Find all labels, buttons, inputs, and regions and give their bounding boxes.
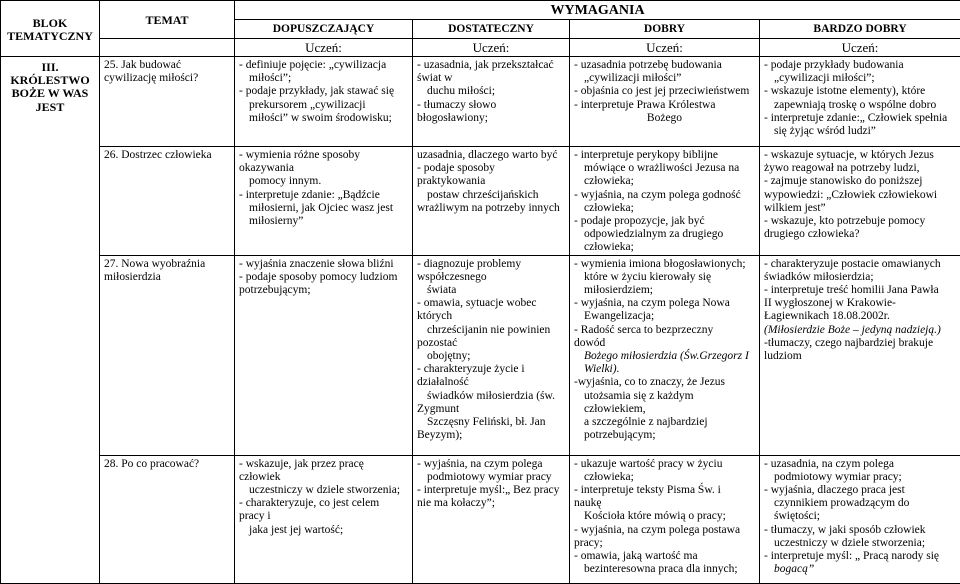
requirement-line: - podaje sposoby pomocy ludziom	[239, 270, 398, 283]
requirement-line: - wyjaśnia, dlaczego praca jest	[764, 484, 905, 497]
requirement-line: drugiego człowieka?	[764, 228, 860, 241]
requirement-line: człowieka;	[584, 175, 634, 188]
requirement-line: - interpretuje zdanie: „Bądźcie	[239, 188, 380, 201]
requirement-line: człowieka;	[584, 201, 634, 214]
requirement-cell	[413, 255, 570, 455]
header-temat: TEMAT	[100, 1, 235, 39]
table-row	[1, 455, 960, 583]
requirement-line: Szczęsny Feliński, bł. Jan	[427, 416, 546, 429]
requirement-line: obojętny;	[427, 350, 471, 363]
requirement-line: nie ma kołaczy”;	[417, 497, 495, 510]
table-row	[1, 147, 960, 256]
requirement-line: Bożego	[646, 111, 683, 124]
requirement-line: - Radość serca to bezprzeczny	[574, 323, 714, 336]
requirement-cell	[760, 147, 960, 256]
requirement-line: których	[417, 310, 453, 323]
requirement-line: Beyzym);	[417, 429, 463, 442]
requirement-line: pracy;	[574, 536, 603, 549]
requirement-line: - interpretuje myśl:„ Bez pracy	[417, 484, 560, 497]
requirement-line: praktykowania	[417, 175, 486, 188]
requirement-line: które w życiu kierowały się	[584, 270, 712, 283]
requirement-line: pomocy innym.	[249, 175, 322, 188]
topic-cell: 25. Jak budować cywilizację miłości?	[100, 57, 235, 147]
requirement-line: działalność	[417, 376, 469, 389]
topic-cell: 26. Dostrzec człowieka	[100, 147, 235, 256]
requirement-cell	[570, 455, 760, 583]
requirement-line: - wyjaśnia, na czym polega godność	[574, 188, 741, 201]
requirement-line: miłosierny”	[249, 215, 304, 228]
requirement-line: - charakteryzuje postacie omawianych	[764, 257, 941, 270]
requirement-line: miłości”;	[249, 72, 292, 85]
requirement-cell	[760, 455, 960, 583]
requirement-line: - wymienia imiona błogosławionych;	[574, 257, 746, 270]
requirement-line: - podaje sposoby	[417, 162, 495, 175]
requirement-line: - tłumaczy słowo	[417, 98, 497, 111]
header-wymagania: WYMAGANIA	[235, 1, 960, 20]
requirement-line: - podaje przykłady budowania	[764, 59, 904, 71]
requirement-line: - interpretuje myśl: „ Pracą narody się	[764, 550, 939, 563]
requirement-cell	[760, 255, 960, 455]
requirement-line: - uzasadnia potrzebę budowania	[574, 59, 722, 71]
requirement-line: - tłumaczy, w jaki sposób człowiek	[764, 523, 926, 536]
requirement-line: - objaśnia co jest jej przeciwieństwem	[574, 85, 750, 98]
requirement-line: się żyjąc wśród ludzi”	[774, 125, 876, 138]
requirement-cell	[235, 455, 413, 583]
requirement-line: odpowiedzialnym za drugiego	[584, 228, 724, 241]
requirement-line: bogacą”	[774, 563, 815, 576]
requirement-line: - wskazuje, kto potrzebuje pomocy	[764, 215, 926, 228]
requirement-line: - omawia, jaką wartość ma	[574, 550, 698, 563]
requirement-line: - definiuje pojęcie: „cywilizacja	[239, 59, 387, 71]
requirement-cell	[570, 57, 760, 147]
header-level-3: DOBRY	[570, 20, 760, 39]
requirement-line: potrzebującym;	[584, 429, 656, 442]
requirement-line: pracy i	[239, 510, 271, 523]
requirement-line: mówiące o wrażliwości Jezusa na	[584, 162, 740, 175]
requirement-line: człowieka;	[584, 470, 634, 483]
requirement-line: - interpretuje Prawa Królestwa	[574, 98, 716, 111]
requirement-cell	[413, 57, 570, 147]
requirement-line: prekursorem „cywilizacji	[249, 98, 366, 111]
uczen-label-1: Uczeń:	[235, 39, 413, 57]
table-row	[1, 57, 960, 147]
requirement-cell	[413, 455, 570, 583]
header-level-1: DOPUSZCZAJĄCY	[235, 20, 413, 39]
requirement-line: człowiek	[239, 470, 281, 483]
requirement-line: - uzasadnia, na czym polega	[764, 457, 894, 470]
requirement-line: - interpretuje teksty Pisma Św. i	[574, 484, 721, 497]
requirement-line: naukę	[574, 497, 602, 510]
requirement-line: - wymienia różne sposoby	[239, 149, 361, 161]
uczen-blank	[100, 39, 235, 57]
requirement-line: zapewniają troskę o wspólne dobro	[774, 98, 937, 111]
requirement-line: - wyjaśnia, na czym polega postawa	[574, 523, 741, 536]
requirement-line: Bożego miłosierdzia (Św.Grzegorz I	[584, 350, 749, 363]
requirement-line: postaw chrześcijańskich	[427, 188, 539, 201]
requirement-line: - interpretuje perykopy biblijne	[574, 149, 719, 161]
requirement-line: człowiekiem,	[584, 402, 646, 415]
requirement-line: utożsamia się z każdym	[584, 389, 694, 402]
requirement-line: chrześcijanin nie powinien	[427, 323, 551, 336]
requirement-line: świata	[427, 284, 457, 297]
requirement-line: „cywilizacji miłości”;	[774, 72, 875, 85]
requirement-cell	[235, 147, 413, 256]
requirement-line: a szczególnie z najbardziej	[584, 416, 708, 429]
requirement-line: bezinteresowna praca dla innych;	[584, 563, 738, 576]
requirement-cell	[760, 57, 960, 147]
requirement-line: - uzasadnia, jak przekształcać świat w	[417, 59, 554, 85]
requirement-cell	[235, 57, 413, 147]
requirement-cell	[570, 255, 760, 455]
requirement-line: -tłumaczy, czego najbardziej brakuje	[764, 336, 934, 349]
requirement-line: - ukazuje wartość pracy w życiu	[574, 457, 723, 470]
header-level-2: DOSTATECZNY	[413, 20, 570, 39]
requirement-line: miłości” w swoim środowisku;	[249, 111, 392, 124]
requirement-line: uczestniczy w dziele stworzenia;	[249, 484, 401, 497]
requirement-line: wrażliwym na potrzeby innych	[417, 201, 560, 214]
uczen-label-2: Uczeń:	[413, 39, 570, 57]
requirement-line: świadków miłosierdzia (św.	[427, 389, 555, 402]
requirement-line: - wskazuje sytuacje, w których Jezus	[764, 149, 934, 161]
uczen-label-4: Uczeń:	[760, 39, 960, 57]
requirement-line: Ewangelizacja;	[584, 310, 655, 323]
requirement-line: świętości;	[774, 510, 820, 523]
requirement-cell	[570, 147, 760, 256]
requirement-line: - diagnozuje problemy	[417, 257, 522, 270]
requirement-cell	[235, 255, 413, 455]
header-blok: BLOK TEMATYCZNY	[1, 1, 100, 57]
requirement-line: (Miłosierdzie Boże – jedyną nadzieją.)	[764, 323, 941, 336]
table-row	[1, 255, 960, 455]
requirement-line: - interpretuje treść homilii Jana Pawła	[764, 284, 939, 297]
requirement-line: żywo reagował na potrzeby ludzi,	[764, 162, 920, 175]
requirement-line: błogosławiony;	[417, 111, 488, 124]
requirement-line: - omawia, sytuacje wobec	[417, 297, 537, 310]
requirement-line: człowieka;	[584, 241, 634, 254]
requirement-line: - podaje przykłady, jak stawać się	[239, 85, 395, 98]
requirement-line: - charakteryzuje, co jest celem	[239, 497, 380, 510]
requirement-line: - wskazuje, jak przez pracę	[239, 457, 364, 470]
requirement-line: podmiotowy wymiar pracy;	[774, 470, 902, 483]
requirement-line: uzasadnia, dlaczego warto być	[417, 149, 558, 161]
requirement-line: podmiotowy wymiar pracy	[427, 470, 552, 483]
requirement-line: uczestniczy w dziele stworzenia;	[774, 536, 926, 549]
topic-cell: 28. Po co pracować?	[100, 455, 235, 583]
topic-cell: 27. Nowa wyobraźnia miłosierdzia	[100, 255, 235, 455]
requirement-line: współczesnego	[417, 270, 487, 283]
requirement-line: miłosierni, jak Ojciec wasz jest	[249, 201, 394, 214]
uczen-label-3: Uczeń:	[570, 39, 760, 57]
requirement-line: jaka jest jej wartość;	[249, 523, 344, 536]
requirement-line: - wyjaśnia, na czym polega Nowa	[574, 297, 730, 310]
requirement-line: Łagiewnikach 18.08.2002r.	[764, 310, 890, 323]
requirement-line: II wygłoszonej w Krakowie-	[764, 297, 896, 310]
requirement-line: - wyjaśnia znaczenie słowa bliźni	[239, 257, 394, 270]
requirement-line: - zajmuje stanowisko do poniższej	[764, 175, 923, 188]
requirement-line: Wielki).	[584, 363, 620, 376]
requirement-line: Kościoła które mówią o pracy;	[584, 510, 726, 523]
requirement-line: czynnikiem prowadzącym do	[774, 497, 910, 510]
requirement-line: wilkiem jest”	[764, 201, 826, 214]
requirement-line: - wyjaśnia, na czym polega	[417, 457, 543, 470]
requirement-line: potrzebującym;	[239, 284, 311, 297]
requirement-line: - charakteryzuje życie i	[417, 363, 525, 376]
requirement-line: Zygmunt	[417, 402, 460, 415]
requirement-line: okazywania	[239, 162, 294, 175]
requirement-line: pozostać	[417, 336, 458, 349]
requirement-line: świadków miłosierdzia;	[764, 270, 874, 283]
requirement-line: dowód	[574, 336, 606, 349]
requirement-line: - podaje propozycje, jak być	[574, 215, 705, 228]
block-title: III. KRÓLESTWO BOŻE W WAS JEST	[1, 57, 100, 584]
requirement-cell	[413, 147, 570, 256]
requirement-line: wypowiedzi: „Człowiek człowiekowi	[764, 188, 938, 201]
requirement-line: - interpretuje zdanie:„ Człowiek spełnia	[764, 111, 948, 124]
requirement-line: -wyjaśnia, co to znaczy, że Jezus	[574, 376, 725, 389]
requirement-line: - wskazuje istotne elementy), które	[764, 85, 926, 98]
requirement-line: duchu miłości;	[427, 85, 496, 98]
requirement-line: „cywilizacji miłości”	[584, 72, 682, 85]
requirement-line: miłosierdziem;	[584, 284, 653, 297]
requirement-line: ludziom	[764, 350, 802, 363]
header-level-4: BARDZO DOBRY	[760, 20, 960, 39]
